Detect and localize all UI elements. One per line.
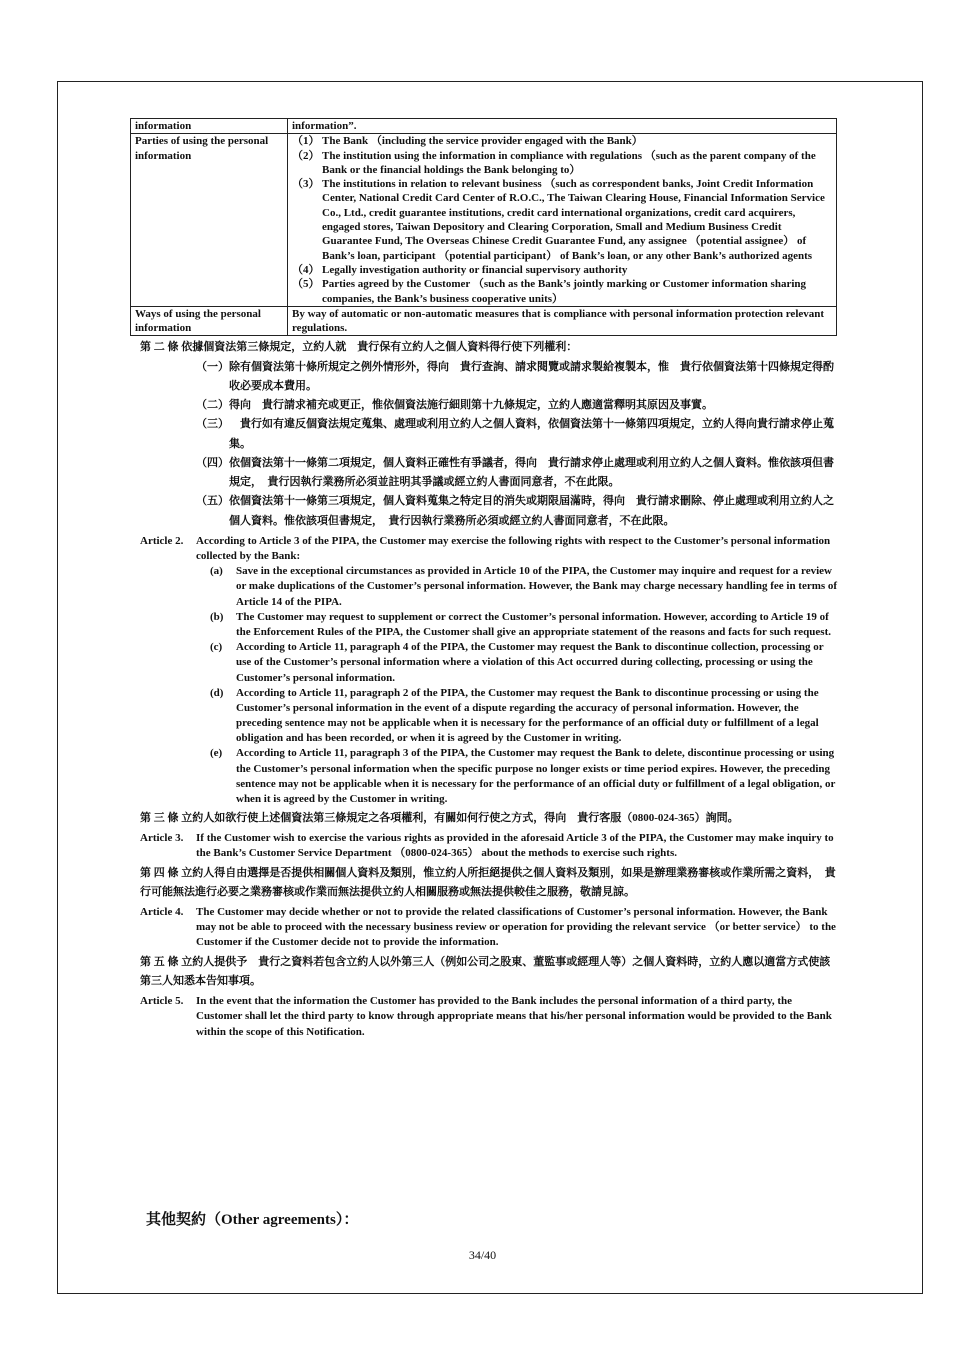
zh-article-5 — [130, 953, 840, 992]
article-label: Article 2. — [140, 534, 184, 547]
table-row — [131, 306, 837, 336]
zh-article-text: 第 三 條 立約人如欲行使上述個資法第三條規定之各項權利，有關如何行使之方式，得向 貴行客服（0800-024-365）詢問。 — [140, 812, 739, 825]
list-item — [210, 610, 840, 640]
table-label: information — [131, 119, 288, 134]
item-number: (e) — [210, 747, 223, 760]
list-item — [292, 134, 832, 148]
list-item — [292, 263, 832, 277]
list-item — [292, 277, 832, 306]
item-number: (b) — [210, 610, 224, 623]
list-item — [210, 640, 840, 686]
table-row — [131, 134, 837, 307]
article-text: In the event that the information the Customer has provided to the Bank includes the personal information of a third party, the Customer shall let the third party to know through appropriate means that his/her personal information would be provided to the Bank within the scope of this Notification. — [196, 995, 832, 1038]
item-text: The institution using the information in compliance with regulations （such as the parent company of the Bank or the financial holdings the Bank belonging to） — [322, 149, 816, 176]
list-item — [210, 686, 840, 747]
en-article-3 — [130, 831, 840, 861]
item-number: （2） — [292, 149, 320, 162]
item-number: (c) — [210, 641, 223, 654]
item-number: （1） — [292, 135, 320, 148]
article-label: Article 3. — [140, 832, 184, 845]
item-number: (d) — [210, 686, 224, 699]
table-label: Ways of using the personal information — [131, 306, 288, 336]
item-number: （五） — [196, 495, 229, 508]
item-text: Parties agreed by the Customer （such as the Bank’s jointly marking or Customer information sharing companies, the Bank’s business cooperative units） — [322, 278, 806, 305]
list-item — [196, 415, 840, 454]
item-text: According to Article 11, paragraph 4 of the PIPA, the Customer may request the Bank to discontinue collection, processing or use of the Customer’s personal information where a violation of this Act occurred during collecting, processing or using the Customer’s personal information. — [236, 641, 824, 684]
page-number: 34/40 — [468, 1248, 497, 1262]
article-text: The Customer may decide whether or not to provide the related classifications of Customer’s personal information. However, the Bank may not be able to proceed with the necessary business review or operation for providing the relevant service （or better service） to the Customer if the Customer decide not to provide the information. — [196, 906, 836, 949]
list-item — [196, 358, 840, 397]
personal-info-table — [130, 118, 837, 336]
list-item — [196, 492, 840, 531]
item-text: 貴行如有違反個資法規定蒐集、處理或利用立約人之個人資料，依個資法第十一條第四項規定，立約人得向貴行請求停止蒐集。 — [229, 418, 834, 450]
list-item — [210, 746, 840, 807]
article-text: If the Customer wish to exercise the various rights as provided in the aforesaid Article 3 of the PIPA, the Customer may make inquiry to the Bank’s Customer Service Department （0800-024-365） about the methods to exercise such rights. — [196, 832, 834, 860]
table-label: Parties of using the personal information — [131, 134, 288, 307]
item-text: According to Article 11, paragraph 3 of the PIPA, the Customer may request the Bank to delete, discontinue processing or using the Customer’s personal information when the specific purpose no longer exists or time period expires. However, the preceding sentence may not be applicable when it is necessary for the performance of an official duty or fulfillment of a legal obligation, or when it is agreed by the Customer in writing. — [236, 747, 836, 805]
table-value: By way of automatic or non-automatic measures that is compliance with personal information protection relevant regulations. — [288, 306, 837, 336]
zh-article-4 — [130, 864, 840, 903]
zh-article-text: 第 四 條 立約人得自由選擇是否提供相關個人資料及類別，惟立約人所拒絕提供之個人資料及類別，如果是辦理業務審核或作業所需之資料， 貴行可能無法進行必要之業務審核或作業而無法提供立約人相關服務或無法提供較佳之服務，敬請見諒。 — [140, 866, 836, 898]
item-number: （3） — [292, 178, 320, 191]
item-text: The institutions in relation to relevant business （such as correspondent banks, Joint Credit Information Center, National Credit Card Center of R.O.C., The Taiwan Clearing House, Financial Information Service Co., Ltd., credit guarantee institutions, credit card international organizations, credit card acquirers, engaged stores, Taiwan Depository and Clearing Corporation, Small and Medium Business Credit Guarantee Fund, The Overseas Chinese Credit Guarantee Fund, any assignee （potential assignee） of Bank’s loan, participant （potential participant） of Bank’s loan, or any other Bank’s authorized agents — [322, 178, 825, 262]
list-item — [292, 149, 832, 178]
table-row — [131, 119, 837, 134]
en-article-4 — [130, 905, 840, 951]
item-number: （5） — [292, 278, 320, 291]
item-text: Save in the exceptional circumstances as provided in Article 10 of the PIPA, the Customer may inquire and request for a review or make duplications of the Customer’s personal information. However, the Bank may charge necessary handling fee in terms of Article 14 of the PIPA. — [236, 565, 838, 608]
article-text: According to Article 3 of the PIPA, the Customer may exercise the following rights with respect to the Customer’s personal information collected by the Bank: — [196, 534, 831, 563]
en-article-2 — [130, 534, 840, 807]
list-item — [196, 396, 840, 415]
list-item — [210, 564, 840, 610]
item-text: The Bank （including the service provider engaged with the Bank） — [322, 135, 643, 148]
list-item — [196, 454, 840, 493]
zh-article-text: 第 五 條 立約人提供予 貴行之資料若包含立約人以外第三人（例如公司之股東、董監事或經理人等）之個人資料時，立約人應以適當方式使該第三人知悉本告知事項。 — [140, 955, 831, 987]
list-item — [292, 177, 832, 263]
item-text: 除有個資法第十條所規定之例外情形外，得向 貴行查詢、請求閱覽或請求製給複製本，惟 貴行依個資法第十四條規定得酌收必要成本費用。 — [229, 360, 834, 392]
document-body — [130, 118, 840, 1040]
other-agreements-heading: 其他契約（Other agreements）： — [146, 1212, 359, 1228]
table-value: information”. — [288, 119, 837, 134]
item-number: （三） — [196, 418, 229, 431]
item-text: The Customer may request to supplement or correct the Customer’s personal information. However, according to Article 19 of the Enforcement Rules of the PIPA, the Customer shall give an appropriate statement of the reasons and facts for such request. — [236, 610, 831, 638]
zh-article-2 — [130, 338, 840, 531]
article-label: Article 5. — [140, 995, 184, 1008]
zh-article-heading: 第 二 條 依據個資法第三條規定，立約人就 貴行保有立約人之個人資料得行使下列權利： — [140, 341, 578, 354]
table-value — [288, 134, 837, 307]
item-number: （4） — [292, 263, 320, 276]
zh-article-3 — [130, 809, 840, 828]
en-article-5 — [130, 994, 840, 1040]
item-text: Legally investigation authority or financial supervisory authority — [322, 263, 628, 276]
item-number: （一） — [196, 360, 229, 373]
article-label: Article 4. — [140, 906, 184, 919]
item-number: （二） — [196, 399, 229, 412]
item-text: 得向 貴行請求補充或更正，惟依個資法施行細則第十九條規定，立約人應適當釋明其原因及事實。 — [229, 399, 713, 412]
item-number: （四） — [196, 456, 229, 469]
item-text: 依個資法第十一條第三項規定，個人資料蒐集之特定目的消失或期限屆滿時，得向 貴行請求刪除、停止處理或利用立約人之個人資料。惟依該項但書規定， 貴行因執行業務所必須或經立約人書面同意者，不在此限。 — [229, 495, 834, 527]
item-number: (a) — [210, 565, 223, 578]
item-text: According to Article 11, paragraph 2 of the PIPA, the Customer may request the Bank to discontinue processing or using the Customer’s personal information in the event of a dispute regarding the accuracy of personal information. However, the preceding sentence may not be applicable when it is necessary for the performance of an official duty or fulfillment of a legal obligation and has been recorded, or when it is agreed by the Customer in writing. — [236, 686, 819, 745]
item-text: 依個資法第十一條第二項規定，個人資料正確性有爭議者，得向 貴行請求停止處理或利用立約人之個人資料。惟依該項但書規定， 貴行因執行業務所必須並註明其爭議或經立約人書面同意者，不在此限。 — [229, 456, 834, 489]
